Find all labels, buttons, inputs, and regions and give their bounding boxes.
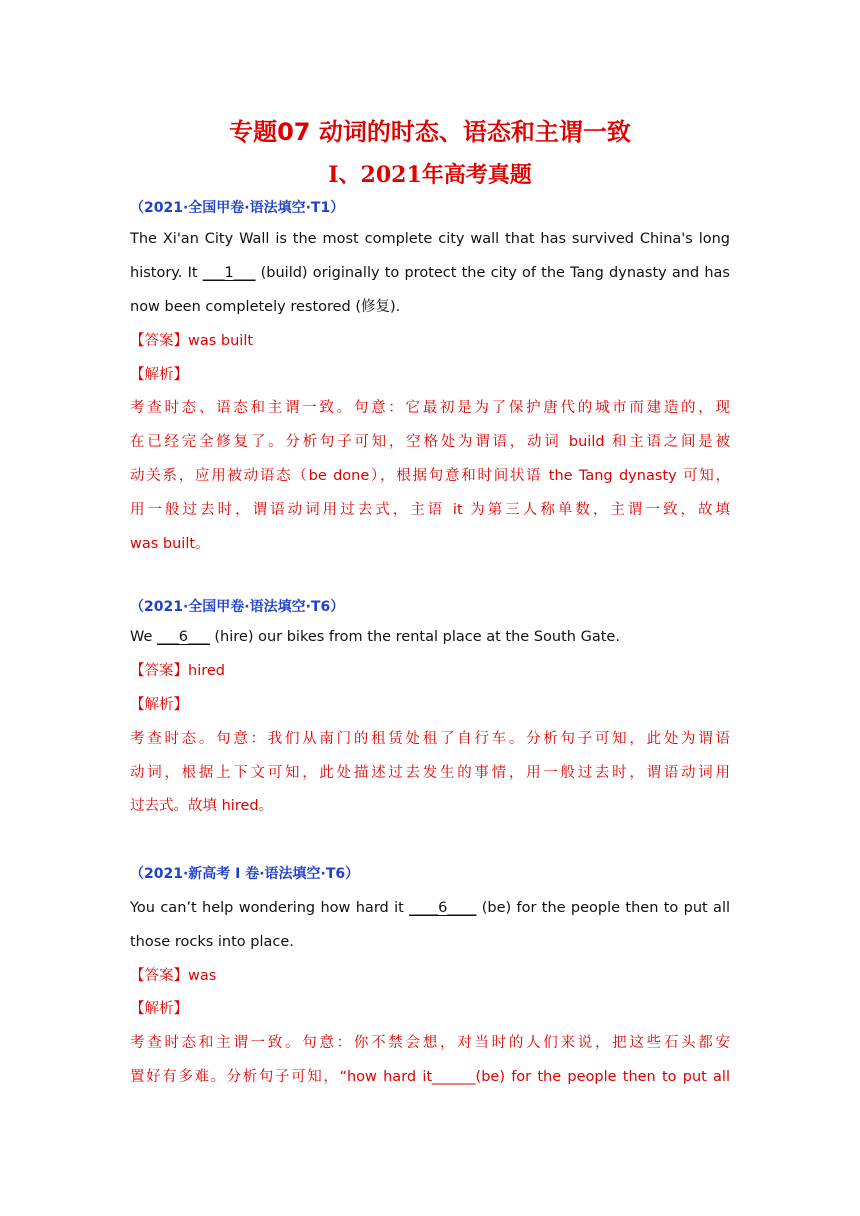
question-1-analysis-line-5: was built。 xyxy=(130,536,210,552)
question-2-analysis-line-1: 考查时态。句意：我们从南门的租赁处租了自行车。分析句子可知，此处为谓语 xyxy=(130,731,730,747)
question-3-source: （2021·新高考 I 卷·语法填空·T6） xyxy=(130,866,360,882)
question-3-analysis-label: 【解析】 xyxy=(130,1001,188,1017)
question-3-blank: ____6____ xyxy=(409,900,477,916)
question-1-line-3: now been completely restored (修复). xyxy=(130,299,401,315)
question-1-answer: 【答案】was built xyxy=(130,333,254,349)
question-1-source: （2021·全国甲卷·语法填空·T1） xyxy=(130,200,345,216)
question-2-analysis-label: 【解析】 xyxy=(130,697,188,713)
question-1-analysis-line-4: 用一般过去时，谓语动词用过去式，主语 it 为第三人称单数，主谓一致，故填 xyxy=(130,502,730,518)
question-1-analysis-line-1: 考查时态、语态和主谓一致。句意：它最初是为了保护唐代的城市而建造的，现 xyxy=(130,400,730,416)
question-3-answer: 【答案】was xyxy=(130,968,217,984)
question-3-analysis-line-2: 置好有多难。分析句子可知，“how hard it______(be) for the people then to put all xyxy=(130,1069,730,1085)
question-3-analysis-line-1: 考查时态和主谓一致。句意：你不禁会想，对当时的人们来说，把这些石头都安 xyxy=(130,1035,730,1051)
question-2-answer: 【答案】hired xyxy=(130,663,225,679)
section-heading: I、2021年高考真题 xyxy=(328,162,532,188)
question-3-line-2: those rocks into place. xyxy=(130,934,294,950)
document-title: 专题07 动词的时态、语态和主谓一致 xyxy=(229,118,631,146)
question-2-blank: ___6___ xyxy=(157,629,210,645)
question-1-analysis-line-3: 动关系，应用被动语态（be done），根据句意和时间状语 the Tang dynasty 可知， xyxy=(130,468,730,484)
question-1-line-2: history. It ___1___ (build) originally to protect the city of the Tang dynasty and has xyxy=(130,265,730,281)
question-2-analysis-line-2: 动词，根据上下文可知，此处描述过去发生的事情，用一般过去时，谓语动词用 xyxy=(130,765,730,781)
question-1-blank: ___1___ xyxy=(202,265,256,281)
question-1-analysis-line-2: 在已经完全修复了。分析句子可知，空格处为谓语，动词 build 和主语之间是被 xyxy=(130,434,730,450)
question-2-source: （2021·全国甲卷·语法填空·T6） xyxy=(130,599,345,615)
question-2-analysis-line-3: 过去式。故填 hired。 xyxy=(130,798,274,814)
question-2-line-1: We ___6___ (hire) our bikes from the rental place at the South Gate. xyxy=(130,629,620,645)
question-3-line-1: You can’t help wondering how hard it ____6____ (be) for the people then to put all xyxy=(130,900,731,916)
question-1-analysis-label: 【解析】 xyxy=(130,367,188,383)
question-1-line-1: The Xi'an City Wall is the most complete city wall that has survived China's long xyxy=(130,231,730,247)
